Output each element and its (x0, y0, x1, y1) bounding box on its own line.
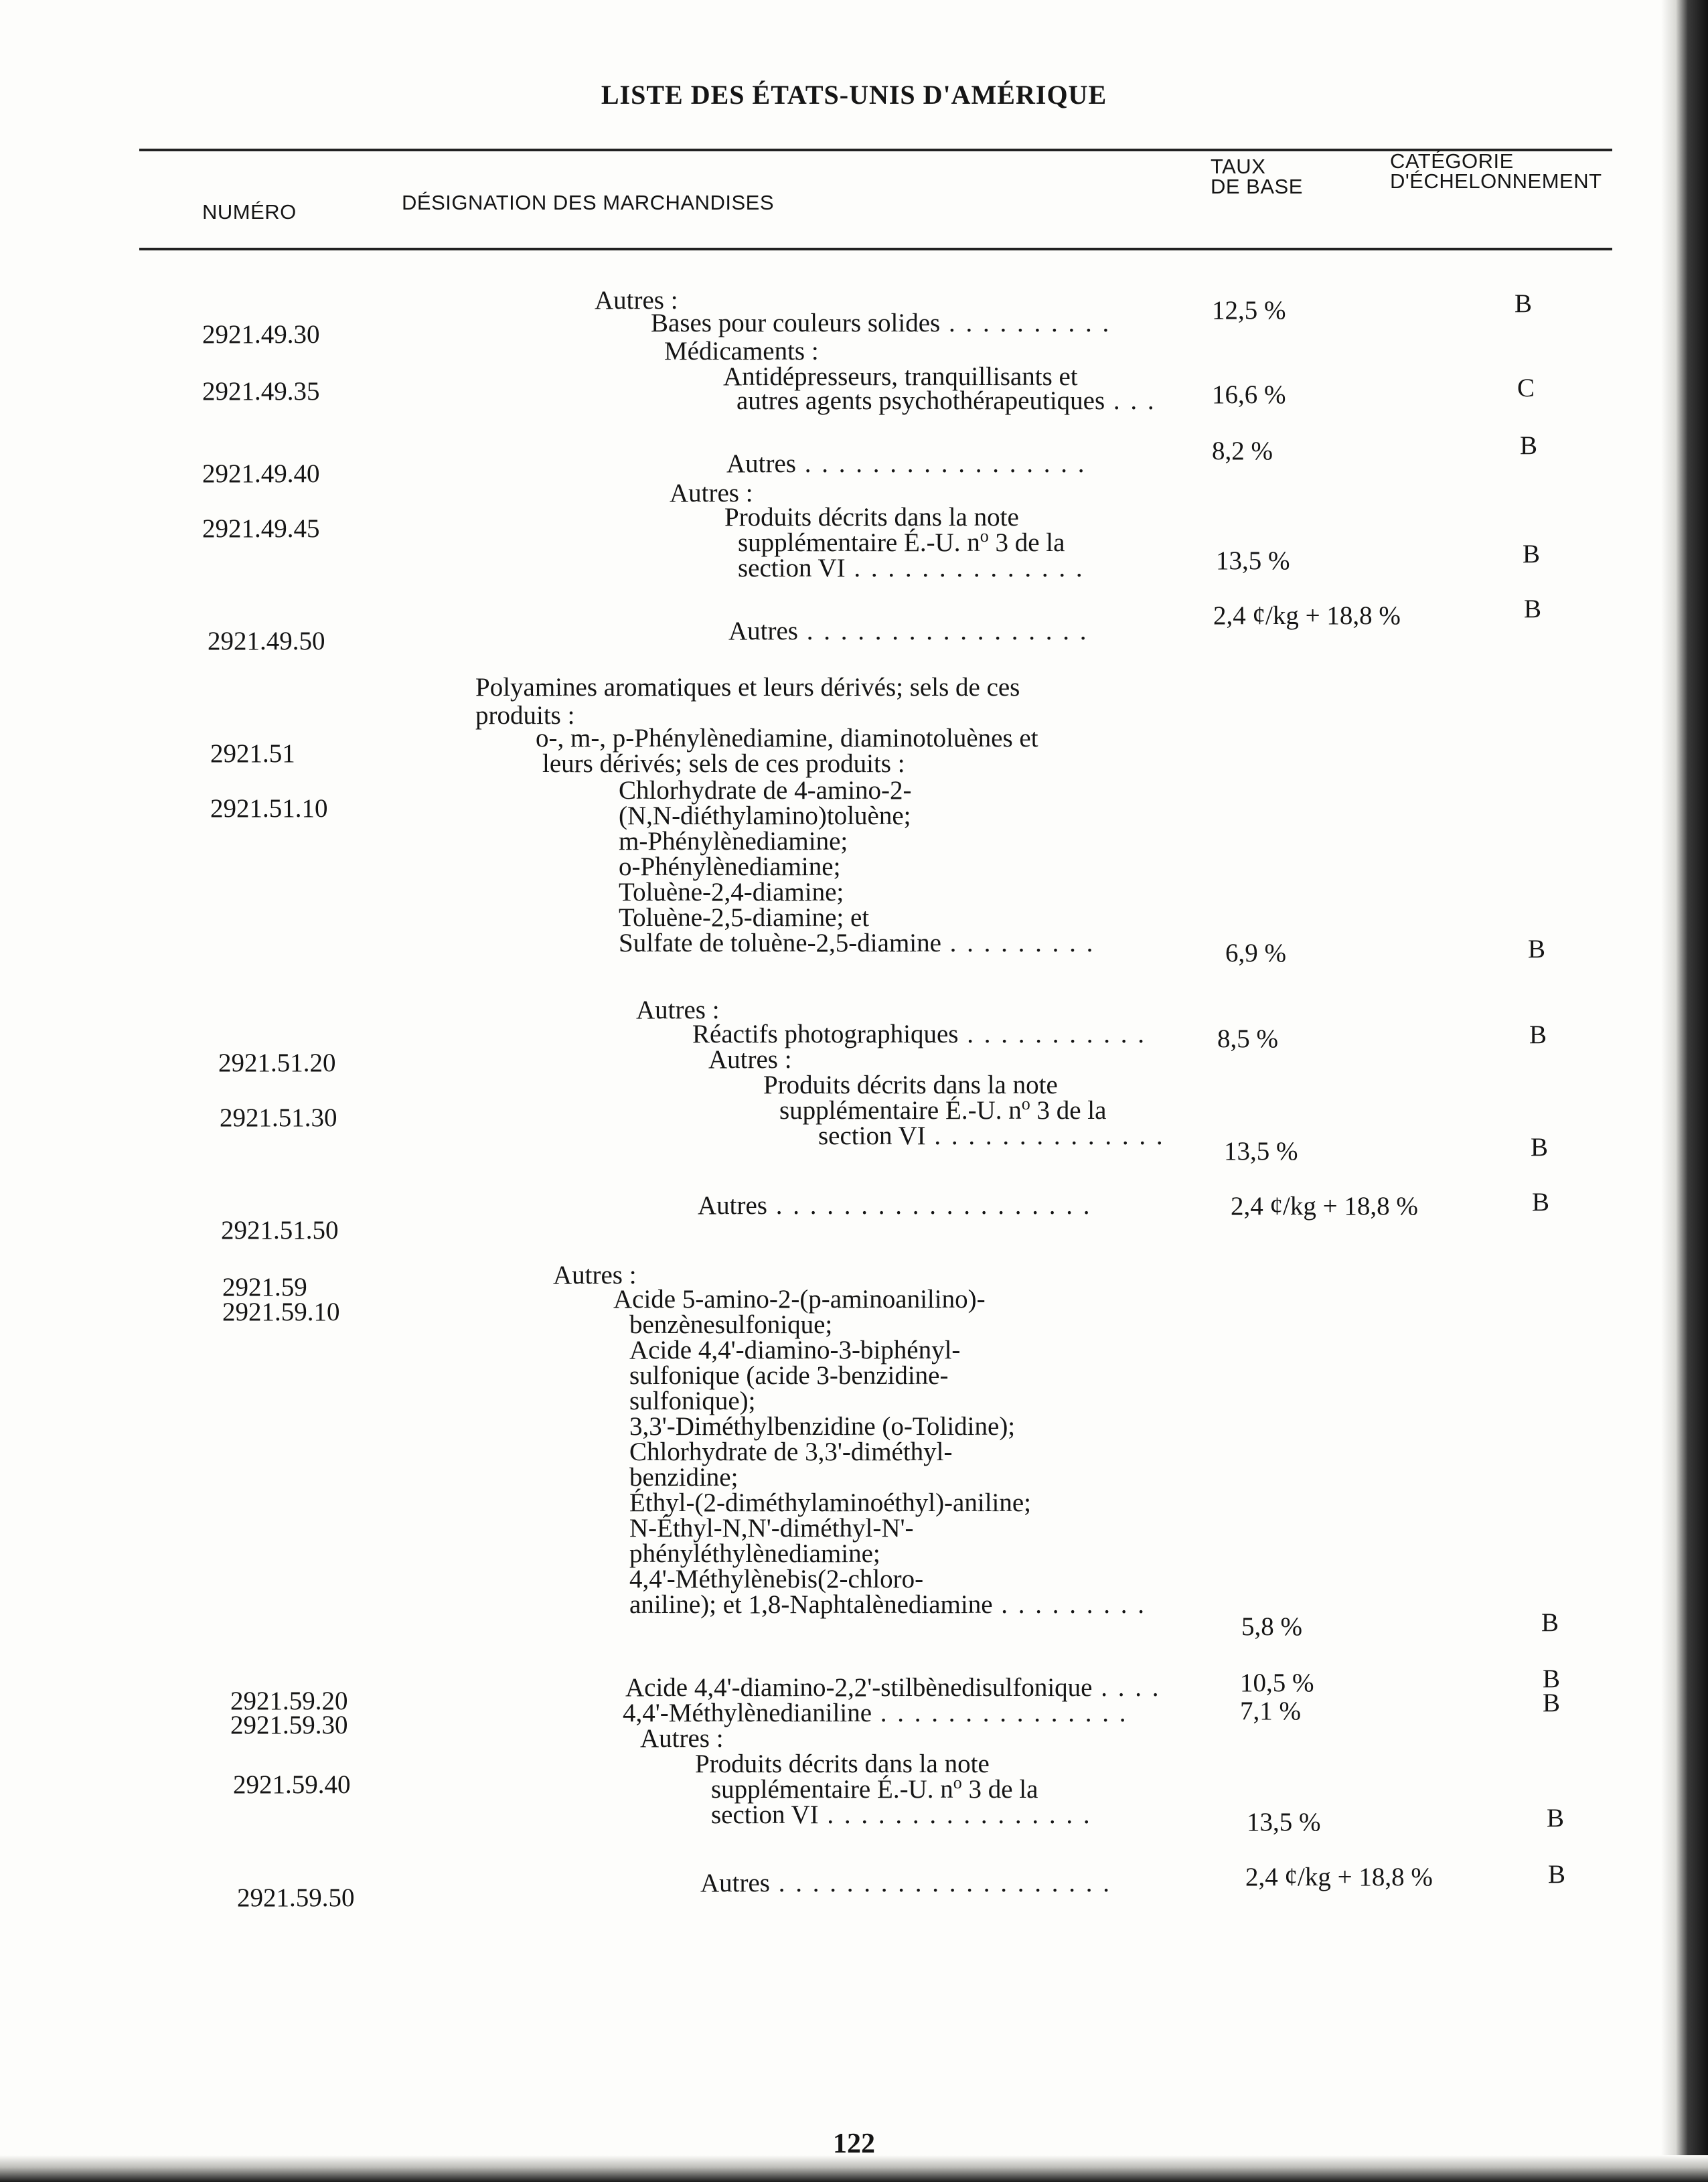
tariff-code: 2921.51 (210, 739, 295, 768)
description-line: supplémentaire É.-U. $n^o$ 3 de la (738, 526, 1065, 557)
base-rate: 7,1 % (1240, 1697, 1301, 1725)
staging-category: B (1532, 1188, 1550, 1217)
description-line: Autres : (640, 1724, 724, 1753)
description-line: Réactifs photographiques . . . . . . . . . . . (692, 1020, 1146, 1048)
tariff-code: 2921.59.40 (233, 1770, 351, 1799)
description-line: 4,4'-Méthylènebis(2-chloro- (629, 1565, 924, 1593)
description-line: section VI . . . . . . . . . . . . . . . . (711, 1800, 1092, 1829)
description-line: (N,N-diéthylamino)toluène; (619, 801, 911, 830)
tariff-code: 2921.49.45 (202, 514, 320, 543)
tariff-code: 2921.59.20 (230, 1687, 348, 1715)
description-line: Autres : (595, 286, 678, 315)
description-line: o-, m-, p-Phénylènediamine, diaminotoluènes et (536, 724, 1038, 753)
staging-category: B (1547, 1804, 1565, 1833)
description-line: Autres . . . . . . . . . . . . . . . . . . . . (700, 1869, 1111, 1897)
page-title: LISTE DES ÉTATS-UNIS D'AMÉRIQUE (601, 80, 1107, 110)
staging-category: B (1541, 1608, 1559, 1637)
description-line: Bases pour couleurs solides . . . . . . . . . . (651, 309, 1111, 337)
base-rate: 2,4 ¢/kg + 18,8 % (1231, 1192, 1418, 1221)
header-numero: NUMÉRO (202, 200, 297, 224)
description-line: Autres : (708, 1045, 792, 1074)
header-designation: DÉSIGNATION DES MARCHANDISES (402, 191, 775, 214)
description-line: Chlorhydrate de 4-amino-2- (619, 776, 912, 805)
base-rate: 13,5 % (1224, 1137, 1298, 1166)
staging-category: C (1517, 374, 1535, 402)
description-line: Autres . . . . . . . . . . . . . . . . . . . (698, 1191, 1092, 1220)
staging-category: B (1523, 540, 1541, 568)
description-line: Toluène-2,5-diamine; et (619, 903, 870, 932)
base-rate: 10,5 % (1240, 1668, 1314, 1697)
description-line: supplémentaire É.-U. $n^o$ 3 de la (711, 1773, 1038, 1804)
description-line: Autres . . . . . . . . . . . . . . . . . (728, 617, 1089, 645)
tariff-code: 2921.59.30 (230, 1711, 348, 1739)
description-line: phényléthylènediamine; (629, 1539, 880, 1568)
staging-category: B (1529, 1020, 1547, 1049)
description-line: benzènesulfonique; (629, 1310, 833, 1339)
base-rate: 16,6 % (1212, 380, 1286, 409)
staging-category: B (1543, 1689, 1561, 1717)
description-line: Polyamines aromatiques et leurs dérivés; sels de ces (475, 673, 1020, 702)
header-taux-line1: TAUX (1211, 155, 1266, 178)
base-rate: 6,9 % (1225, 939, 1286, 967)
base-rate: 12,5 % (1212, 296, 1286, 325)
description-line: Chlorhydrate de 3,3'-diméthyl- (629, 1437, 953, 1466)
description-line: section VI . . . . . . . . . . . . . . (818, 1121, 1165, 1150)
tariff-code: 2921.51.10 (210, 794, 328, 823)
scan-right-edge (1661, 0, 1708, 2182)
description-line: m-Phénylènediamine; (619, 827, 848, 856)
description-line: Autres . . . . . . . . . . . . . . . . . (726, 449, 1087, 478)
staging-category: B (1520, 431, 1538, 460)
description-line: Médicaments : (664, 337, 819, 366)
base-rate: 13,5 % (1216, 546, 1290, 575)
tariff-code: 2921.59 (222, 1273, 307, 1302)
tariff-code: 2921.51.20 (218, 1048, 336, 1077)
staging-category: B (1531, 1133, 1549, 1162)
description-line: Produits décrits dans la note (695, 1749, 990, 1778)
description-line: Acide 5-amino-2-(p-aminoanilino)- (613, 1285, 986, 1314)
description-line: produits : (475, 701, 575, 730)
description-line: aniline); et 1,8-Naphtalènediamine . . . . . . . . . (629, 1590, 1147, 1619)
description-line: N-Éthyl-N,N'-diméthyl-N'- (629, 1514, 914, 1543)
tariff-code: 2921.59.10 (222, 1298, 340, 1326)
description-line: leurs dérivés; sels de ces produits : (542, 749, 905, 778)
header-categorie-line1: CATÉGORIE (1390, 149, 1514, 173)
description-line: Autres : (636, 996, 720, 1024)
description-line: Antidépresseurs, tranquillisants et (723, 362, 1078, 391)
description-line: sulfonique); (629, 1387, 756, 1415)
staging-category: B (1528, 935, 1546, 963)
description-line: Toluène-2,4-diamine; (619, 878, 844, 907)
tariff-code: 2921.49.50 (208, 627, 325, 655)
description-line: 4,4'-Méthylènedianiline . . . . . . . . . . . . . . . (623, 1699, 1128, 1727)
staging-category: B (1543, 1664, 1561, 1693)
description-line: section VI . . . . . . . . . . . . . . (738, 554, 1085, 582)
description-line: Éthyl-(2-diméthylaminoéthyl)-aniline; (629, 1488, 1032, 1517)
base-rate: 2,4 ¢/kg + 18,8 % (1213, 601, 1401, 630)
base-rate: 2,4 ¢/kg + 18,8 % (1245, 1863, 1433, 1891)
description-line: o-Phénylènediamine; (619, 852, 841, 881)
description-line: Sulfate de toluène-2,5-diamine . . . . . . . . . (619, 929, 1095, 957)
staging-category: B (1524, 595, 1542, 623)
description-line: Acide 4,4'-diamino-3-biphényl- (629, 1336, 961, 1365)
tariff-code: 2921.59.50 (237, 1883, 355, 1912)
base-rate: 13,5 % (1247, 1808, 1321, 1837)
tariff-code: 2921.51.30 (220, 1103, 337, 1132)
header-taux-line2: DE BASE (1211, 175, 1303, 198)
description-line: sulfonique (acide 3-benzidine- (629, 1361, 949, 1390)
tariff-code: 2921.49.35 (202, 377, 320, 406)
description-line: 3,3'-Diméthylbenzidine (o-Tolidine); (629, 1412, 1016, 1441)
tariff-code: 2921.51.50 (221, 1216, 339, 1245)
page-number: 122 (833, 2128, 875, 2159)
tariff-code: 2921.49.40 (202, 459, 320, 488)
description-line: Autres : (553, 1261, 637, 1290)
header-bottom-rule (139, 248, 1612, 250)
tariff-code: 2921.49.30 (202, 320, 320, 349)
description-line: benzidine; (629, 1463, 739, 1492)
description-line: autres agents psychothérapeutiques . . . (736, 386, 1156, 415)
header-categorie-line2: D'ÉCHELONNEMENT (1390, 169, 1602, 193)
description-line: Produits décrits dans la note (763, 1071, 1058, 1099)
base-rate: 5,8 % (1241, 1612, 1302, 1641)
description-line: supplémentaire É.-U. $n^o$ 3 de la (779, 1094, 1107, 1125)
base-rate: 8,5 % (1217, 1024, 1278, 1053)
description-line: Produits décrits dans la note (724, 503, 1019, 532)
staging-category: B (1515, 289, 1533, 318)
staging-category: B (1548, 1860, 1566, 1889)
description-line: Acide 4,4'-diamino-2,2'-stilbènedisulfonique . . . . (625, 1673, 1161, 1702)
description-line: Autres : (670, 479, 753, 508)
base-rate: 8,2 % (1212, 437, 1273, 465)
